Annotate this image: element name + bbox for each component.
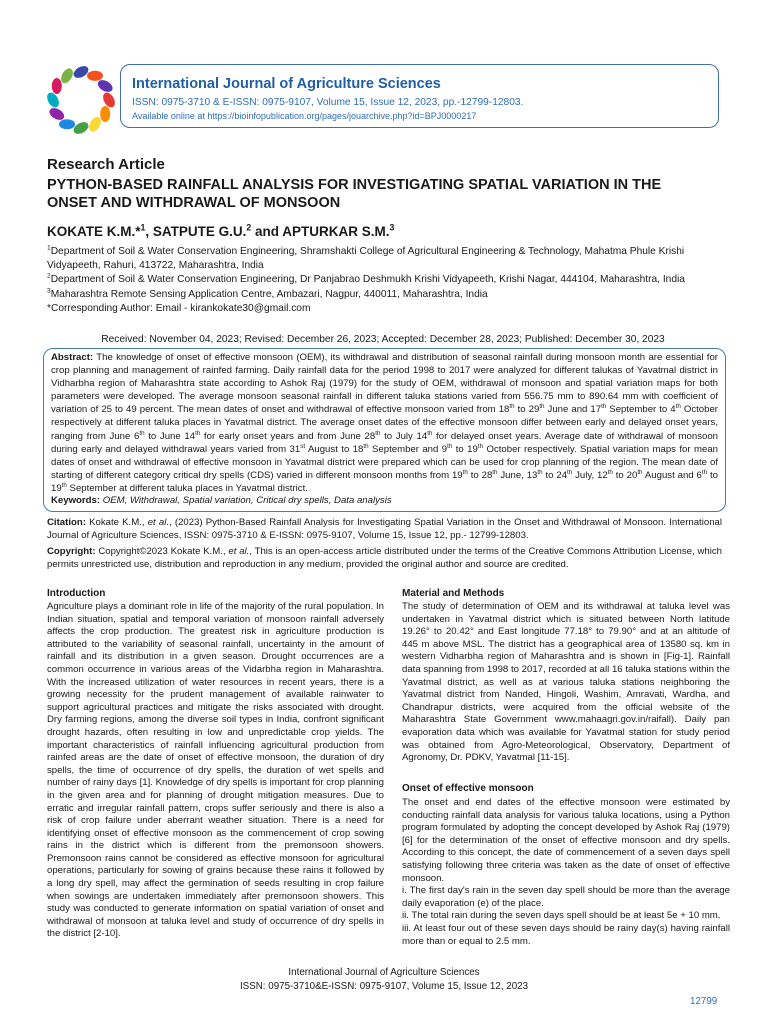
journal-available-link[interactable]: Available online at https://bioinfopublication.org/pages/jouarchive.php?id=BPJ0000217 bbox=[132, 111, 477, 121]
footer-journal: International Journal of Agriculture Sciences bbox=[288, 967, 480, 978]
citation-text: Kokate K.M., et al., (2023) Python-Based Rainfall Analysis for Investigating Spatial Variation in the Onset and Withdrawal of Monsoon. International Journal of Agriculture Sciences, ISSN: 0975-3710 & E-ISSN: 0975-9107, Volume 15, Issue 12, pp.- 12799-12803. bbox=[47, 517, 722, 542]
onset-text: The onset and end dates of the effective monsoon were estimated by conducting rainfall data analysis for various taluka locations, using a Python program formulated by adopting the concept developed by Ashok Raj (1979) [6] for the determination of the onset of effective monsoon and dry spells. According to this concept, the date of commencement of a seven days spell satisfying following three criteria was taken as the date of onset of effective monsoon. bbox=[402, 797, 730, 884]
keywords-label: Keywords bbox=[51, 495, 97, 506]
affiliation-2: $^2$Department of Soil & Water Conservation Engineering, Dr Panjabrao Deshmukh Krishi Vidyapeeth, Krishi Nagar, 444104, Maharashtra, India bbox=[47, 272, 685, 285]
logo-petal bbox=[87, 71, 103, 81]
logo-petal bbox=[100, 106, 110, 122]
copyright-text: Copyright©2023 Kokate K.M., et al., This is an open-access article distributed under the terms of the Creative Commons Attribution License, which permits unrestricted use, distribution and reproduction in any medium, provided the original author and source are credited. bbox=[47, 546, 722, 571]
logo-petal bbox=[101, 91, 118, 110]
footer-issn: ISSN: 0975-3710&E-ISSN: 0975-9107, Volume 15, Issue 12, 2023 bbox=[239, 981, 529, 992]
logo-petal bbox=[52, 78, 62, 94]
corresponding-author: *Corresponding Author: Email - kirankokate30@gmail.com bbox=[47, 303, 311, 314]
logo-petal bbox=[72, 120, 91, 137]
copyright-label: Copyright bbox=[47, 546, 93, 557]
journal-logo-icon bbox=[38, 58, 124, 142]
abstract-label: Abstract bbox=[51, 352, 90, 363]
article-type: Research Article bbox=[47, 156, 165, 173]
onset-criterion: iii. At least four out of these seven days should be rainy day(s) having rainfall more than or equal to 2.5 mm. bbox=[402, 922, 730, 947]
logo-petal bbox=[59, 119, 75, 129]
keywords-text: OEM, Withdrawal, Spatial variation, Critical dry spells, Data analysis bbox=[102, 495, 392, 506]
copyright: Copyright: Copyright©2023 Kokate K.M., et al., This is an open-access article distributed under the terms of the Creative Commons Attribution License, which permits unrestricted use, distribution and reproduction in any medium, provided the original author and source are credited. bbox=[47, 546, 722, 571]
journal-issn-line: ISSN: 0975-3710 & E-ISSN: 0975-9107, Volume 15, Issue 12, 2023, pp.-12799-12803. bbox=[132, 97, 524, 108]
logo-petal bbox=[72, 64, 91, 81]
abstract: Abstract: The knowledge of onset of effective monsoon (OEM), its withdrawal and distribution of seasonal rainfall during monsoon month are essential for crop planning and management of rainfed farming. Daily rainfall data for the period 1998 to 2017 were analyzed for different talukas of Yavatmal district in Vidharbha region of Maharashtra state according to Ashok Raj (1979) for the study of OEM, withdrawal of monsoon and spatial variation maps for both parameters were developed. The average monsoon seasonal rainfall in different taluka stations varied from 556.75 mm to 890.64 mm with coefficient of variation of 25 to 49 percent. The mean dates of onset and withdrawal of effective monsoon varied from 18th to 29th June and 17th September to 4th October respectively at different taluka places in Yavatmal district. The average onset dates of the effective monsoon differ between early and delayed onset years, ranging from June 6th to June 14th for early onset years and from June 28th to July 14th for delayed onset years. Average date of withdrawal of monsoon during early and delayed withdrawal years varied from 31st August to 18th September and 9th to 19th October respectively. Spatial variation maps for mean dates of onset and withdrawal of effective monsoon in Yavatmal district were prepared which can be used for crop planning of the region. The mean date of starting of different category critical dry spells (CDS) varied in different monsoon months from 19th to 28th June, 13th to 24th July, 12th to 20th August and 6th to 19th September at different taluka places in Yavatmal district. bbox=[51, 352, 719, 494]
journal-title: International Journal of Agriculture Sciences bbox=[132, 76, 441, 92]
keywords: Keywords: OEM, Withdrawal, Spatial variation, Critical dry spells, Data analysis bbox=[51, 495, 392, 506]
citation-label: Citation bbox=[47, 517, 83, 528]
methods-heading: Material and Methods bbox=[402, 588, 505, 599]
page-number: 12799 bbox=[690, 996, 718, 1007]
abstract-text: The knowledge of onset of effective monsoon (OEM), its withdrawal and distribution of seasonal rainfall during monsoon month are essential for crop planning and management of rainfed farming. Daily rainfall data for the period 1998 to 2017 were analyzed for different talukas of Yavatmal district in Vidharbha region of Maharashtra state according to Ashok Raj (1979) for the study of OEM, withdrawal of monsoon and spatial variation maps for both parameters were developed. The average monsoon seasonal rainfall in different taluka stations varied from 556.75 mm to 890.64 mm with coefficient of variation of 25 to 49 percent. The mean dates of onset and withdrawal of effective monsoon varied from 18th to 29th June and 17th September to 4th October respectively at different taluka places in Yavatmal district. The average onset dates of the effective monsoon differ between early and delayed onset years, ranging from June 6th to June 14th for early onset years and from June 28th to July 14th for delayed onset years. Average date of withdrawal of monsoon during early and delayed withdrawal years varied from 31st August to 18th September and 9th to 19th October respectively. Spatial variation maps for mean dates of onset and withdrawal of effective monsoon in Yavatmal district were prepared which can be used for crop planning of the region. The mean date of starting of different category critical dry spells (CDS) varied in different monsoon months from 19th to 28th June, 13th to 24th July, 12th to 20th August and 6th to 19th September at different taluka places in Yavatmal district. bbox=[51, 352, 719, 494]
onset-criterion: ii. The total rain during the seven days spell should be at least 5e + 10 mm. bbox=[402, 910, 721, 922]
logo-petal bbox=[45, 91, 62, 110]
authors-text: KOKATE K.M.*$^1$, SATPUTE G.U.$^2$ and APTURKAR S.M.$^3$ bbox=[47, 222, 395, 239]
introduction-text: Agriculture plays a dominant role in life of the majority of the rural population. In Indian situation, spatial and temporal variation of monsoon rainfall adversely affects the crop production. The greatest risk in agriculture production is attributed to the variability of seasonal rainfall, uncertainty in the amount of rainfall and its distribution in a given season. Drought occurrences are a common occurrence in various areas of the Vidarbha region in Maharashtra. With the increased utilization of water resources in recent years, there is a growing necessity for the prudent management of available rainwater to support agricultural practices and mitigate the risks associated with drought. Dry farming regions, among the diverse soil types in India, confront significant drought hazards, often resulting in low and unpredictable crop yields. The important characteristics of rainfall influencing agricultural production from rainfed areas are the date of onset of effective monsoon, the duration of dry spells, the time of occurrence of dry spells, the duration of wet spells and number of rainy days [1]. Knowledge of dry spells is important for crop planning in the given area and for planning of drought mitigation measures. Due to erratic and irregular rainfall pattern, crops suffer seriously and there is also a risk of crop failure under aberrant weather situation. There is a need for identifying onset of effective monsoon as the commencement of crop sowing rains in the district which is different from the premonsoon showers. Premonsoon rains cannot be considered as effective monsoon for agricultural operations, particularly for sowing of grains because these rains it followed by a long dry spell, may affect the germination of seeds resulting in crop failure when sowings are undertaken immediately after premonsoon showers. This study was conducted to generate information on spatial variation of onset and withdrawal of monsoon at taluka level and study of occurrence of dry spells in the district [2-10]. bbox=[47, 601, 384, 940]
methods-text: The study of determination of OEM and its withdrawal at taluka level was undertaken in Yavatmal district which is situated between North latitude 19.26° to 20.42° and East longitude 77.18° to 79.90° and at an altitude of 445 m above MSL. The district has a geographical area of 13580 sq. km in western Vidharbha region of Maharashtra and is shown in [Fig-1]. Rainfall data spanning from 1998 to 2017, recorded at all 16 taluka stations within the Yavatmal district, as well as at various taluka stations neighboring the Yavatmal district from Nanded, Hingoli, Washim, Amravati, Wardha, and Chandrapur districts, were acquired from the official website of the Maharashtra State Government www.mahaagri.gov.in/raifall). Daily pan evaporation data which was available for Yavatmal station for study period was obtained from Agro-Meteorological, Observatory, Department of Agronomy, Dr. PDKV, Yavatmal [11-15]. bbox=[402, 601, 730, 764]
author-list bbox=[47, 224, 394, 239]
citation: Citation: Kokate K.M., et al., (2023) Python-Based Rainfall Analysis for Investigating Spatial Variation in the Onset and Withdrawal of Monsoon. International Journal of Agriculture Sciences, ISSN: 0975-3710 & E-ISSN: 0975-9107, Volume 15, Issue 12, pp.- 12799-12803. bbox=[47, 517, 722, 542]
onset-section bbox=[402, 797, 730, 948]
onset-heading: Onset of effective monsoon bbox=[402, 783, 534, 794]
article-dates: Received: November 04, 2023; Revised: December 26, 2023; Accepted: December 28, 2023; Published: December 30, 2023 bbox=[101, 334, 665, 345]
onset-criterion: i. The first day's rain in the seven day spell should be more than the average daily evaporation (e) of the place. bbox=[402, 885, 730, 909]
affiliation-1: $^1$Department of Soil & Water Conservation Engineering, Shramshakti College of Agricultural Engineering & Technology, Mahatma Phule Krishi Vidyapeeth, Rahuri, 413722, Maharashtra, India bbox=[47, 244, 685, 271]
article-title: PYTHON-BASED RAINFALL ANALYSIS FOR INVESTIGATING SPATIAL VARIATION IN THE ONSET AND WITHDRAWAL OF MONSOON bbox=[47, 177, 662, 211]
affiliation-3: $^3$Maharashtra Remote Sensing Application Centre, Ambazari, Nagpur, 440011, Maharashtra, India bbox=[47, 287, 488, 300]
introduction-heading: Introduction bbox=[47, 588, 106, 599]
